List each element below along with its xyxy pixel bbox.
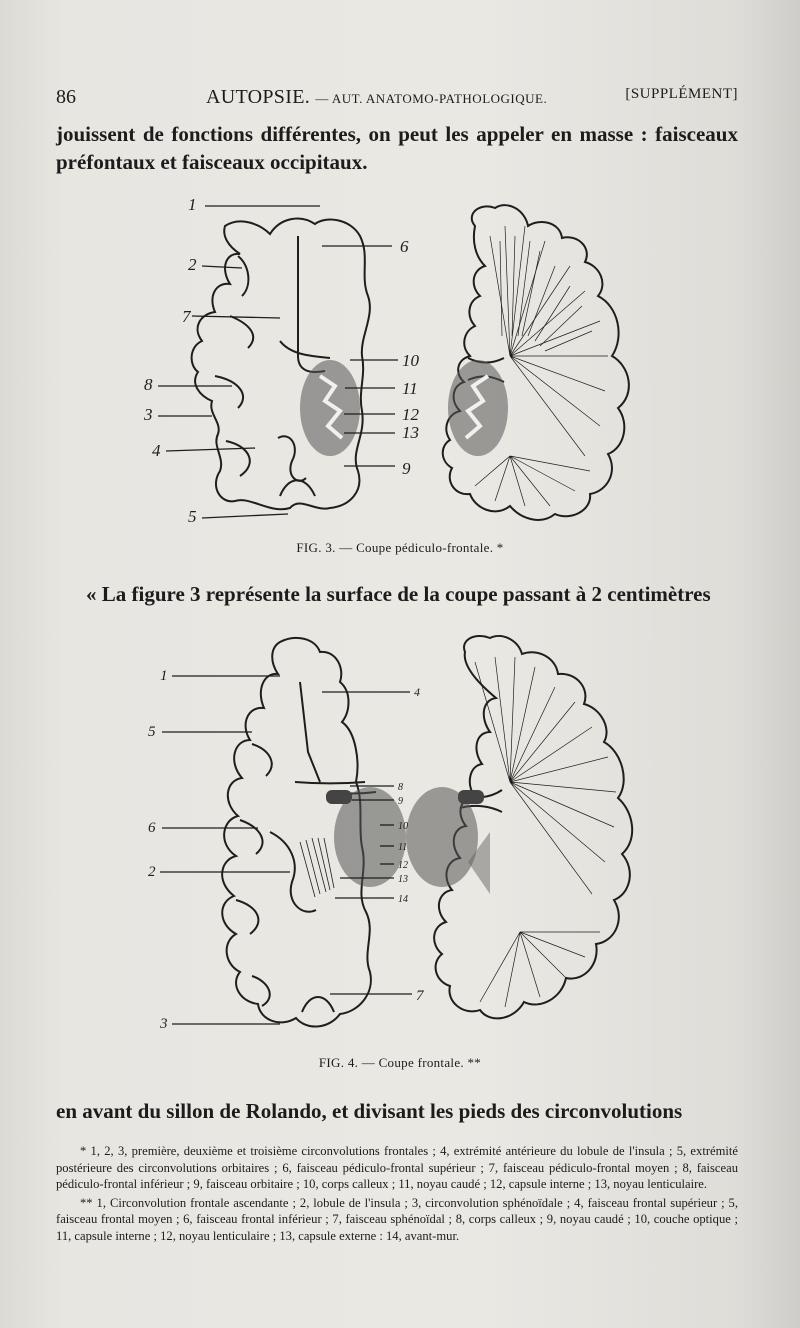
fig4-label-5: 5 <box>148 724 156 740</box>
figure-4-caption: FIG. 4. — Coupe frontale. ** <box>318 1055 482 1070</box>
fig4-label-1: 1 <box>160 668 168 684</box>
fig3-label-1: 1 <box>188 196 197 214</box>
section-mark: [SUPPLÉMENT] <box>625 86 738 102</box>
fig3-label-12: 12 <box>402 405 419 424</box>
footnote-figure-3: * 1, 2, 3, première, deuxième et troisième circonvolutions frontales ; 4, extrémité antérieure du lobule de l'insula ; 5, extrémité postérieure des circonvolutions orbitaires ; 6, faisceau pédiculo-frontal supérieur ; 7, faisceau pédiculo-frontal moyen ; 8, faisceau pédiculo-frontal inférieur ; 9, faisceau orbitaire ; 10, corps calleux ; 11, noyau caudé ; 12, capsule interne ; 13, noyau lenticulaire. <box>56 1144 738 1192</box>
fig3-label-5: 5 <box>188 507 197 526</box>
fig4-label-4: 4 <box>414 685 420 699</box>
fig3-label-11: 11 <box>402 379 418 398</box>
fig3-label-6: 6 <box>400 237 409 256</box>
fig4-label-3: 3 <box>160 1016 168 1032</box>
body-paragraph-3: en avant du sillon de Rolando, et divisant les pieds des circonvolutions <box>56 1099 683 1123</box>
fig3-label-4: 4 <box>152 441 161 460</box>
fig3-label-13: 13 <box>402 423 419 442</box>
fig3-label-9: 9 <box>402 459 411 478</box>
body-paragraph-1: jouissent de fonctions différentes, on peut les appeler en masse : faisceaux préfontaux et faisceaux occipitaux. <box>56 122 738 174</box>
fig4-label-14: 14 <box>398 894 408 905</box>
figure-3-caption: FIG. 3. — Coupe pédiculo-frontale. * <box>296 540 504 555</box>
header-subtitle: — AUT. ANATOMO-PATHOLOGIQUE. <box>315 91 548 106</box>
fig4-label-10: 10 <box>398 821 408 832</box>
fig4-label-8: 8 <box>398 782 403 793</box>
running-header <box>56 86 738 110</box>
fig3-label-10: 10 <box>402 351 419 370</box>
footnote-figure-4: ** 1, Circonvolution frontale ascendante ; 2, lobule de l'insula ; 3, circonvolution sphénoïdale ; 4, faisceau frontal supérieur ; 5, faisceau frontal moyen ; 6, faisceau frontal inférieur ; 7, faisceau sphénoïdal ; 8, corps calleux ; 9, noyau caudé ; 10, couche optique ; 11, capsule interne ; 12, noyau lenticulaire ; 13, capsule externe : 14, avant-mur. <box>56 1195 738 1243</box>
running-title <box>206 86 547 109</box>
fig3-label-3: 3 <box>144 405 153 424</box>
fig4-label-7: 7 <box>416 988 424 1004</box>
fig4-label-2: 2 <box>148 864 156 880</box>
footnotes <box>56 1143 738 1247</box>
page-number: 86 <box>56 86 76 108</box>
figure-4-illustration <box>130 632 670 1044</box>
fig4-label-13: 13 <box>398 874 408 885</box>
fig3-label-7: 7 <box>182 307 191 326</box>
fig4-label-6: 6 <box>148 820 156 836</box>
fig4-label-12: 12 <box>398 860 408 871</box>
fig3-label-2: 2 <box>188 255 197 274</box>
fig4-label-11: 11 <box>398 842 408 853</box>
figure-3-illustration <box>130 196 670 528</box>
body-paragraph-2: « La figure 3 représente la surface de la coupe passant à 2 centimètres <box>86 582 711 606</box>
fig4-label-9: 9 <box>398 796 403 807</box>
fig3-label-8: 8 <box>144 375 153 394</box>
header-title: AUTOPSIE. <box>206 86 311 108</box>
